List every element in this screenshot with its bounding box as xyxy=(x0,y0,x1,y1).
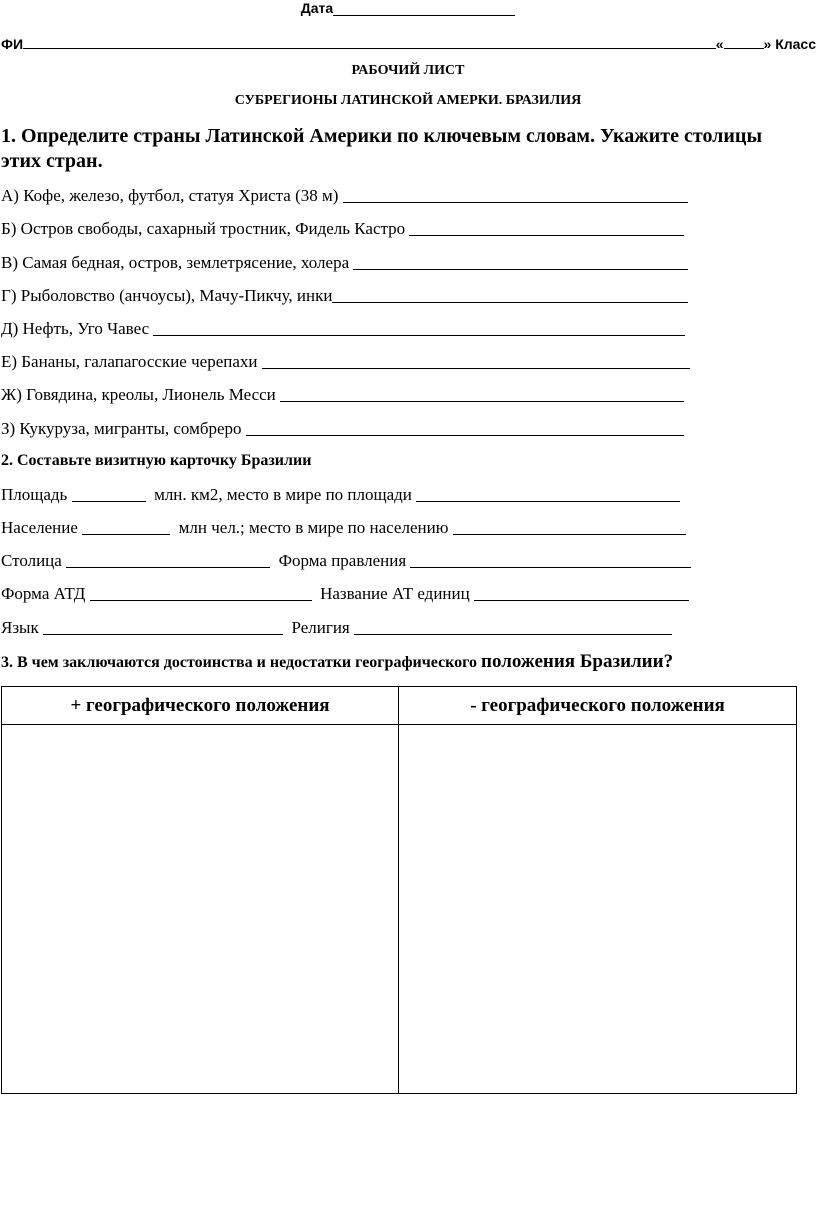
item-text: З) Кукуруза, мигранты, сомбреро xyxy=(1,419,246,438)
field-label: млн чел.; место в мире по населению xyxy=(170,518,453,537)
item-text: Д) Нефть, Уго Чавес xyxy=(1,319,154,338)
field-label: Форма АТД xyxy=(1,584,90,603)
task1-item xyxy=(1,350,690,372)
class-label: » Класс xyxy=(763,36,816,52)
date-field[interactable] xyxy=(333,1,515,16)
card-row-population xyxy=(1,516,686,538)
card-row-language xyxy=(1,616,672,638)
answer-field[interactable] xyxy=(246,418,684,436)
item-text: В) Самая бедная, остров, землетрясение, холера xyxy=(1,253,354,272)
worksheet-title: РАБОЧИЙ ЛИСТ xyxy=(351,63,465,78)
name-label: ФИ xyxy=(1,36,24,52)
class-field[interactable] xyxy=(724,31,764,49)
task1-item xyxy=(1,417,684,439)
task1-item xyxy=(1,317,685,339)
plus-cell[interactable] xyxy=(2,725,399,1094)
item-text: Е) Бананы, галапагосские черепахи xyxy=(1,352,262,371)
field-label: Язык xyxy=(1,618,43,637)
name-field[interactable] xyxy=(23,31,716,49)
population-rank-field[interactable] xyxy=(453,517,686,535)
field-label: Столица xyxy=(1,551,67,570)
field-label: Название АТ единиц xyxy=(311,584,474,603)
capital-field[interactable] xyxy=(66,550,270,568)
task3-heading-b: положения Бразилии? xyxy=(481,651,674,672)
date-label: Дата xyxy=(300,0,334,16)
population-field[interactable] xyxy=(82,517,170,535)
answer-field[interactable] xyxy=(409,218,684,236)
item-text: Г) Рыболовство (анчоусы), Мачу-Пикчу, инки xyxy=(1,286,333,305)
field-label: Площадь xyxy=(1,485,72,504)
field-label: млн. км2, место в мире по площади xyxy=(145,485,417,504)
task1-heading: 1. Определите страны Латинской Америки по ключевым словам. Укажите столицы этих стран. xyxy=(1,125,763,172)
position-table xyxy=(1,686,797,1094)
task1-item xyxy=(1,251,688,273)
col-minus-header: - географического положения xyxy=(399,687,797,725)
religion-field[interactable] xyxy=(354,617,672,635)
task2-heading: 2. Составьте визитную карточку Бразилии xyxy=(1,452,312,469)
task3-heading-a: 3. В чем заключаются достоинства и недостатки географического xyxy=(1,654,482,671)
minus-cell[interactable] xyxy=(399,725,797,1094)
task1-item xyxy=(1,217,684,239)
col-plus-header: + географического положения xyxy=(2,687,399,725)
task1-item xyxy=(1,184,688,206)
answer-field[interactable] xyxy=(353,252,688,270)
area-rank-field[interactable] xyxy=(416,484,680,502)
atd-field[interactable] xyxy=(90,583,312,601)
date-line xyxy=(0,0,816,16)
answer-field[interactable] xyxy=(153,318,685,336)
card-row-atd xyxy=(1,582,689,604)
worksheet-subtitle: СУБРЕГИОНЫ ЛАТИНСКОЙ АМЕРКИ. БРАЗИЛИЯ xyxy=(234,93,582,108)
area-field[interactable] xyxy=(72,484,146,502)
field-label: Население xyxy=(1,518,83,537)
government-field[interactable] xyxy=(410,550,691,568)
field-label: Форма правления xyxy=(270,551,411,570)
item-text: А) Кофе, железо, футбол, статуя Христа (38 м) xyxy=(1,186,343,205)
answer-field[interactable] xyxy=(332,285,688,303)
field-label: Религия xyxy=(283,618,354,637)
answer-field[interactable] xyxy=(262,351,690,369)
card-row-capital xyxy=(1,549,691,571)
task1-item xyxy=(1,383,684,405)
item-text: Ж) Говядина, креолы, Лионель Месси xyxy=(1,385,281,404)
quote-open: « xyxy=(715,36,724,52)
at-units-field[interactable] xyxy=(474,583,689,601)
answer-field[interactable] xyxy=(343,185,688,203)
item-text: Б) Остров свободы, сахарный тростник, Фидель Кастро xyxy=(1,219,410,238)
card-row-area xyxy=(1,483,680,505)
task3-heading xyxy=(1,651,673,673)
task1-item xyxy=(1,284,688,306)
language-field[interactable] xyxy=(43,617,283,635)
name-line xyxy=(1,30,816,52)
answer-field[interactable] xyxy=(280,384,684,402)
